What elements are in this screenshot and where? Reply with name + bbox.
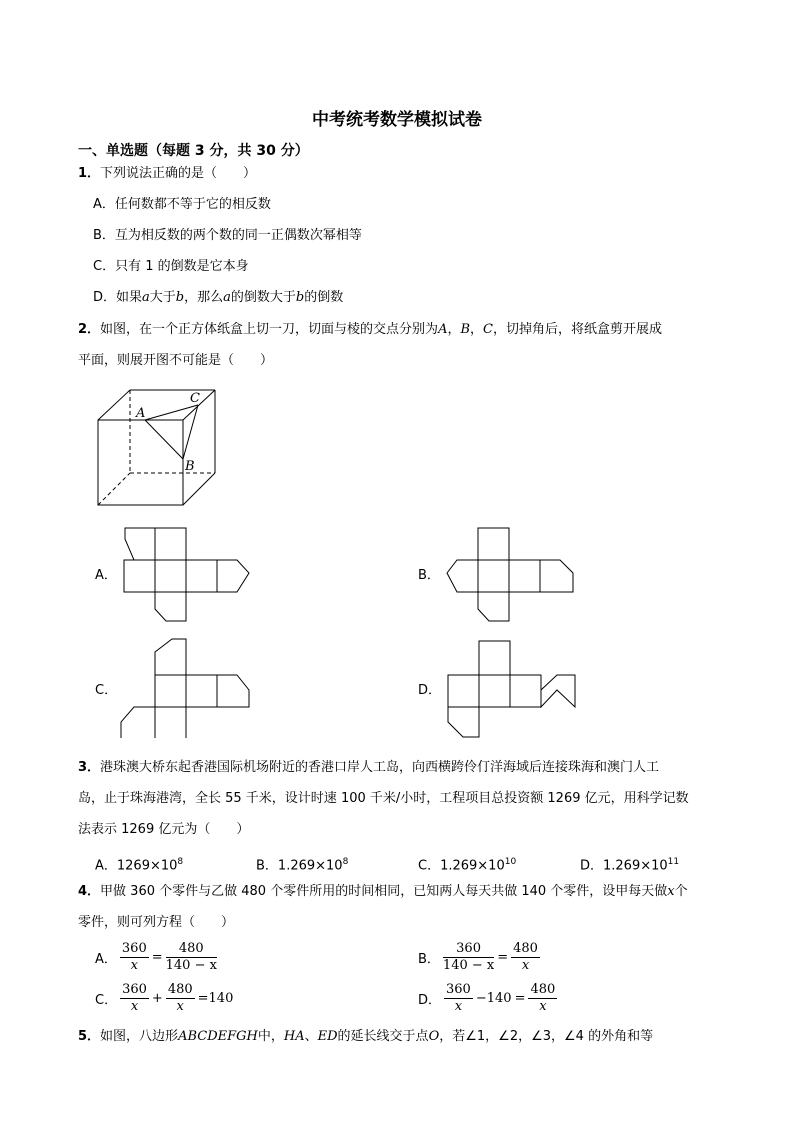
q1-option-b: B．互为相反数的两个数的同一正偶数次幂相等: [93, 228, 362, 243]
question-stem: 下列说法正确的是（ ）: [100, 166, 257, 181]
q1-option-d: D．如果a大于b，那么a的倒数大于b的倒数: [93, 290, 344, 305]
q4-option-a: A． $\frac{360}{x}$ = $\frac{480}{140 - x}$: [95, 941, 217, 973]
question-number: 5．: [78, 1029, 101, 1044]
question-number: 4．: [78, 884, 101, 899]
net-figure-d: [443, 638, 578, 738]
q2-option-b-label: B．: [418, 568, 440, 583]
page-title: 中考统考数学模拟试卷: [312, 110, 482, 130]
question-2: 2．如图，在一个正方体纸盒上切一刀，切面与棱的交点分别为A，B，C，切掉角后，将纸盒剪开展成: [78, 322, 663, 337]
question-number: 3．: [78, 760, 101, 775]
question-2-line-2: 平面，则展开图不可能是（ ）: [78, 353, 274, 368]
q2-option-d-label: D．: [418, 683, 442, 698]
q2-option-a-label: A．: [95, 568, 117, 583]
net-figure-a: [120, 527, 255, 623]
net-figure-b: [443, 527, 578, 623]
q4-option-d: D． $\frac{360}{x}$ −140 = $\frac{480}{x}$: [418, 982, 556, 1014]
q1-option-a: A．任何数都不等于它的相反数: [93, 197, 271, 212]
q1-option-c: C．只有 1 的倒数是它本身: [93, 259, 249, 274]
q3-option-b: B．$1.269\times 10^8$: [256, 857, 349, 874]
q2-option-c-label: C．: [95, 683, 118, 698]
question-4: 4．甲做 360 个零件与乙做 480 个零件所用的时间相同，已知两人每天共做 140 个零件，设甲每天做x个: [78, 884, 688, 899]
section-heading: 一、单选题（每题 3 分，共 30 分）: [78, 143, 309, 159]
q3-option-a: A．$1269\times 10^8$: [95, 857, 184, 874]
net-figure-c: [120, 638, 255, 738]
vertex-label-c: C: [190, 391, 200, 406]
cube-figure: [90, 385, 230, 513]
q3-option-d: D．$1.269\times 10^{11}$: [580, 857, 680, 874]
question-number: 1．: [78, 166, 101, 181]
question-5: 5．如图，八边形ABCDEFGH中，HA、ED的延长线交于点O，若∠1，∠2，∠3，∠4 的外角和等: [78, 1029, 654, 1044]
vertex-label-a: A: [136, 406, 146, 421]
question-number: 2．: [78, 322, 101, 337]
q3-option-c: C．$1.269\times 10^{10}$: [418, 857, 517, 874]
question-1: [78, 164, 256, 184]
q4-option-c: C． $\frac{360}{x}$ + $\frac{480}{x}$ =140: [95, 982, 234, 1014]
question-3-line-3: 法表示 1269 亿元为（ ）: [78, 822, 250, 837]
vertex-label-b: B: [185, 459, 195, 474]
question-3-line-2: 岛，止于珠海港湾，全长 55 千米，设计时速 100 千米/小时，工程项目总投资额 1269 亿元，用科学记数: [78, 791, 689, 806]
question-3: 3．港珠澳大桥东起香港国际机场附近的香港口岸人工岛，向西横跨伶仃洋海域后连接珠海和澳门人工: [78, 760, 660, 775]
question-4-line-2: 零件，则可列方程（ ）: [78, 915, 235, 930]
q4-option-b: B． $\frac{360}{140 - x}$ = $\frac{480}{x}$: [418, 941, 538, 973]
